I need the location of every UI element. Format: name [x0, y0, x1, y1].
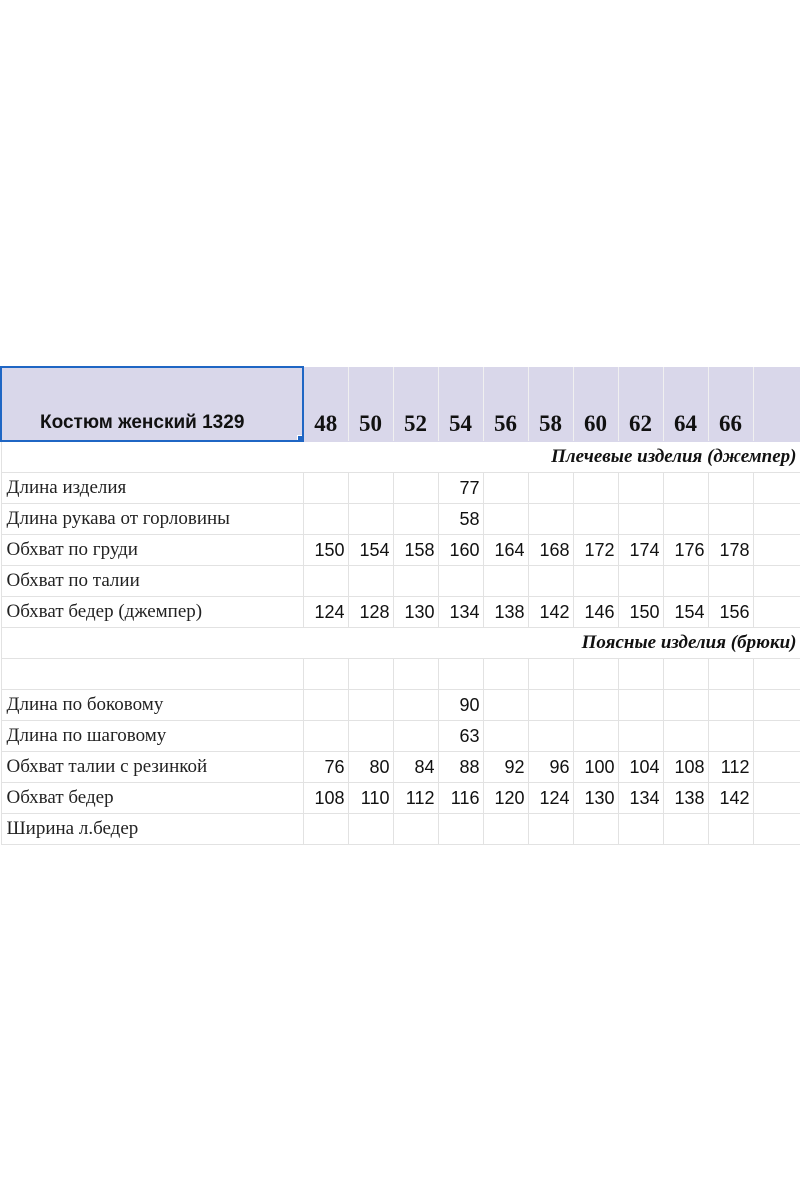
row-label[interactable]: Обхват бедер — [1, 783, 303, 814]
row-label[interactable]: Обхват по груди — [1, 535, 303, 566]
value-cell[interactable] — [663, 473, 708, 504]
value-cell[interactable] — [708, 721, 753, 752]
data-row — [1, 566, 800, 597]
value-cell[interactable] — [393, 473, 438, 504]
empty-cell[interactable] — [303, 659, 348, 690]
data-row — [1, 783, 800, 814]
empty-cell[interactable] — [663, 659, 708, 690]
value-cell[interactable]: 63 — [438, 721, 483, 752]
value-cell[interactable] — [303, 504, 348, 535]
value-cell[interactable] — [348, 473, 393, 504]
value-cell[interactable] — [348, 504, 393, 535]
empty-cell[interactable] — [483, 659, 528, 690]
empty-cell[interactable] — [573, 659, 618, 690]
data-row — [1, 535, 800, 566]
value-cell[interactable]: 138 — [483, 597, 528, 628]
spreadsheet-grid — [0, 366, 800, 845]
value-cell[interactable] — [483, 566, 528, 597]
size-header-cell[interactable]: 54 — [438, 367, 483, 441]
data-row — [1, 504, 800, 535]
value-cell[interactable] — [618, 721, 663, 752]
value-cell[interactable] — [393, 504, 438, 535]
value-cell[interactable]: 150 — [618, 597, 663, 628]
value-cell[interactable]: 80 — [348, 752, 393, 783]
value-cell[interactable]: 134 — [438, 597, 483, 628]
title-cell[interactable] — [1, 367, 303, 441]
value-cell[interactable] — [618, 504, 663, 535]
empty-cell[interactable] — [1, 659, 303, 690]
value-cell[interactable] — [393, 690, 438, 721]
value-cell[interactable]: 172 — [573, 535, 618, 566]
value-cell[interactable] — [573, 721, 618, 752]
empty-cell[interactable] — [618, 659, 663, 690]
row-label[interactable]: Обхват талии с резинкой — [1, 752, 303, 783]
row-label[interactable]: Обхват по талии — [1, 566, 303, 597]
value-cell[interactable] — [708, 814, 753, 845]
value-cell[interactable] — [438, 566, 483, 597]
data-row — [1, 814, 800, 845]
row-label[interactable]: Длина по шаговому — [1, 721, 303, 752]
value-cell[interactable]: 150 — [303, 535, 348, 566]
value-cell[interactable] — [438, 814, 483, 845]
value-cell[interactable] — [303, 814, 348, 845]
value-cell[interactable] — [393, 721, 438, 752]
value-cell[interactable]: 96 — [528, 752, 573, 783]
value-cell[interactable]: 84 — [393, 752, 438, 783]
data-row — [1, 721, 800, 752]
value-cell[interactable] — [573, 504, 618, 535]
value-cell[interactable]: 130 — [393, 597, 438, 628]
value-cell[interactable]: 138 — [663, 783, 708, 814]
value-cell[interactable] — [663, 504, 708, 535]
value-cell[interactable] — [348, 814, 393, 845]
value-cell[interactable] — [708, 690, 753, 721]
value-cell[interactable] — [348, 566, 393, 597]
size-header-cell[interactable]: 52 — [393, 367, 438, 441]
value-cell[interactable] — [483, 690, 528, 721]
data-row — [1, 752, 800, 783]
value-cell[interactable] — [663, 566, 708, 597]
size-header-cell[interactable]: 66 — [708, 367, 753, 441]
value-cell[interactable]: 168 — [528, 535, 573, 566]
section-row-waist — [1, 628, 800, 659]
size-header-cell[interactable]: 58 — [528, 367, 573, 441]
value-cell[interactable]: 142 — [528, 597, 573, 628]
value-cell[interactable] — [663, 721, 708, 752]
empty-cell[interactable] — [753, 783, 800, 814]
size-header-cell[interactable]: 56 — [483, 367, 528, 441]
blank-row — [1, 659, 800, 690]
value-cell[interactable]: 92 — [483, 752, 528, 783]
value-cell[interactable]: 164 — [483, 535, 528, 566]
value-cell[interactable] — [528, 566, 573, 597]
section-title-shoulder[interactable]: Плечевые изделия (джемпер) — [1, 441, 800, 473]
value-cell[interactable]: 104 — [618, 752, 663, 783]
value-cell[interactable] — [618, 690, 663, 721]
row-label[interactable]: Обхват бедер (джемпер) — [1, 597, 303, 628]
value-cell[interactable] — [528, 814, 573, 845]
empty-cell[interactable] — [753, 473, 800, 504]
size-header-cell[interactable]: 48 — [303, 367, 348, 441]
value-cell[interactable]: 156 — [708, 597, 753, 628]
value-cell[interactable]: 160 — [438, 535, 483, 566]
value-cell[interactable] — [483, 814, 528, 845]
value-cell[interactable]: 116 — [438, 783, 483, 814]
empty-cell[interactable] — [753, 566, 800, 597]
value-cell[interactable]: 100 — [573, 752, 618, 783]
value-cell[interactable]: 124 — [303, 597, 348, 628]
section-title-waist[interactable]: Поясные изделия (брюки) — [1, 628, 800, 659]
row-label[interactable]: Длина изделия — [1, 473, 303, 504]
value-cell[interactable]: 142 — [708, 783, 753, 814]
value-cell[interactable] — [663, 690, 708, 721]
value-cell[interactable] — [483, 504, 528, 535]
empty-cell[interactable] — [528, 659, 573, 690]
empty-cell[interactable] — [753, 367, 800, 441]
value-cell[interactable]: 108 — [303, 783, 348, 814]
value-cell[interactable]: 90 — [438, 690, 483, 721]
value-cell[interactable] — [663, 814, 708, 845]
value-cell[interactable]: 112 — [393, 783, 438, 814]
value-cell[interactable] — [393, 566, 438, 597]
size-header-cell[interactable]: 64 — [663, 367, 708, 441]
size-header-cell[interactable]: 62 — [618, 367, 663, 441]
value-cell[interactable]: 128 — [348, 597, 393, 628]
empty-cell[interactable] — [753, 535, 800, 566]
value-cell[interactable]: 58 — [438, 504, 483, 535]
value-cell[interactable] — [618, 814, 663, 845]
section-row-shoulder — [1, 441, 800, 473]
value-cell[interactable]: 77 — [438, 473, 483, 504]
value-cell[interactable]: 110 — [348, 783, 393, 814]
value-cell[interactable] — [573, 566, 618, 597]
value-cell[interactable] — [303, 721, 348, 752]
value-cell[interactable] — [573, 814, 618, 845]
empty-cell[interactable] — [753, 721, 800, 752]
value-cell[interactable] — [303, 473, 348, 504]
value-cell[interactable]: 120 — [483, 783, 528, 814]
data-row — [1, 690, 800, 721]
row-label[interactable]: Длина рукава от горловины — [1, 504, 303, 535]
row-label[interactable]: Ширина л.бедер — [1, 814, 303, 845]
value-cell[interactable]: 178 — [708, 535, 753, 566]
value-cell[interactable] — [303, 690, 348, 721]
value-cell[interactable] — [708, 566, 753, 597]
empty-cell[interactable] — [753, 504, 800, 535]
value-cell[interactable] — [393, 814, 438, 845]
value-cell[interactable]: 154 — [348, 535, 393, 566]
data-row — [1, 597, 800, 628]
value-cell[interactable] — [303, 566, 348, 597]
value-cell[interactable]: 158 — [393, 535, 438, 566]
value-cell[interactable] — [573, 690, 618, 721]
value-cell[interactable] — [528, 690, 573, 721]
value-cell[interactable] — [618, 473, 663, 504]
value-cell[interactable]: 112 — [708, 752, 753, 783]
empty-cell[interactable] — [708, 659, 753, 690]
data-row — [1, 473, 800, 504]
value-cell[interactable]: 174 — [618, 535, 663, 566]
size-header-cell[interactable]: 50 — [348, 367, 393, 441]
empty-cell[interactable] — [393, 659, 438, 690]
value-cell[interactable] — [348, 690, 393, 721]
row-label[interactable]: Длина по боковому — [1, 690, 303, 721]
value-cell[interactable]: 176 — [663, 535, 708, 566]
value-cell[interactable] — [348, 721, 393, 752]
fill-handle[interactable] — [297, 435, 303, 441]
value-cell[interactable]: 108 — [663, 752, 708, 783]
value-cell[interactable]: 124 — [528, 783, 573, 814]
value-cell[interactable] — [483, 721, 528, 752]
empty-cell[interactable] — [753, 659, 800, 690]
value-cell[interactable] — [528, 504, 573, 535]
empty-cell[interactable] — [753, 752, 800, 783]
empty-cell[interactable] — [753, 690, 800, 721]
value-cell[interactable] — [708, 504, 753, 535]
empty-cell[interactable] — [348, 659, 393, 690]
empty-cell[interactable] — [753, 597, 800, 628]
header-row — [1, 367, 800, 441]
sheet-title: Костюм женский 1329 — [40, 412, 245, 433]
value-cell[interactable]: 146 — [573, 597, 618, 628]
value-cell[interactable] — [573, 473, 618, 504]
value-cell[interactable]: 154 — [663, 597, 708, 628]
value-cell[interactable]: 76 — [303, 752, 348, 783]
value-cell[interactable] — [528, 721, 573, 752]
value-cell[interactable] — [618, 566, 663, 597]
empty-cell[interactable] — [438, 659, 483, 690]
value-cell[interactable] — [483, 473, 528, 504]
value-cell[interactable]: 134 — [618, 783, 663, 814]
size-header-cell[interactable]: 60 — [573, 367, 618, 441]
value-cell[interactable]: 88 — [438, 752, 483, 783]
empty-cell[interactable] — [753, 814, 800, 845]
value-cell[interactable]: 130 — [573, 783, 618, 814]
value-cell[interactable] — [528, 473, 573, 504]
value-cell[interactable] — [708, 473, 753, 504]
